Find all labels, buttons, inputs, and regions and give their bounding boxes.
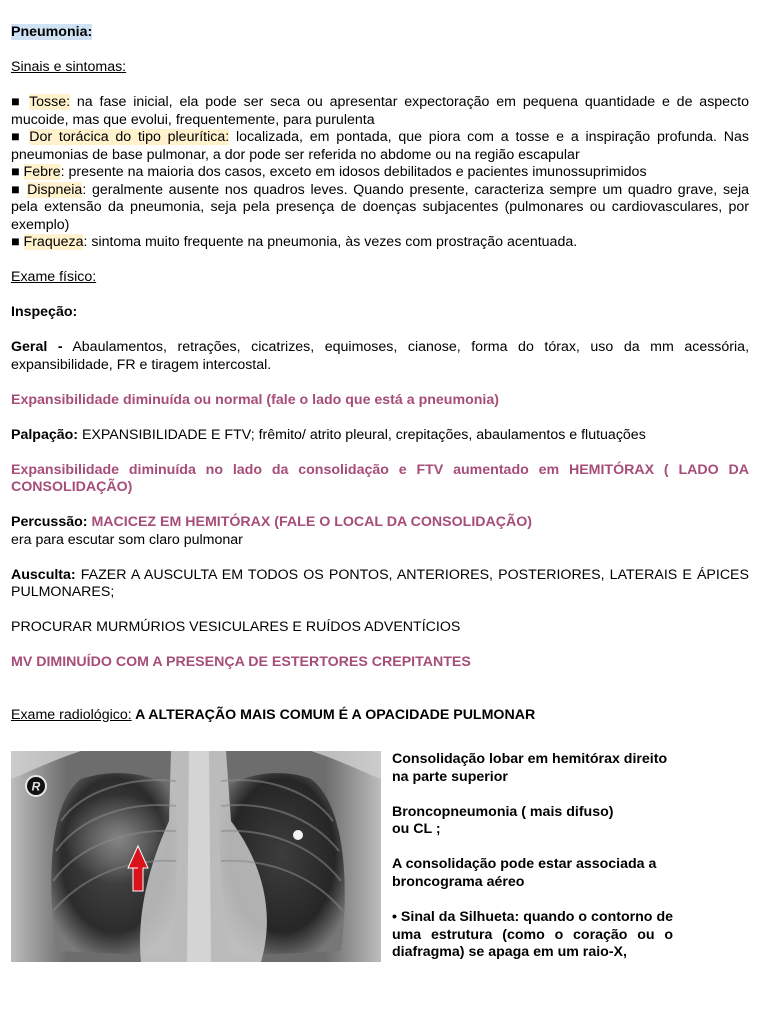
page-title [11, 24, 749, 42]
general-label: Geral - [11, 339, 63, 355]
document-body [11, 24, 749, 724]
marker-r-icon [26, 776, 46, 796]
symptom-term: Dor torácica do tipo pleurítica: [29, 129, 230, 145]
percussion-label: Percussão: [11, 514, 88, 530]
radiology-text: A ALTERAÇÃO MAIS COMUM É A OPACIDADE PULMONAR [131, 706, 536, 723]
palpation-text: EXPANSIBILIDADE E FTV; frêmito/ atrito pleural, crepitações, abaulamentos e flutuações [78, 426, 646, 443]
symptom-term: Tosse: [29, 94, 71, 110]
general-text: Abaulamentos, retrações, cicatrizes, equimoses, cianose, forma do tórax, uso da mm acessória, expansibilidade, FR e tiragem intercostal. [11, 339, 750, 373]
symptom-term: Dispneia [27, 181, 83, 198]
title-text: Pneumonia: [11, 24, 93, 40]
palpation-note: Expansibilidade diminuída no lado da consolidação e FTV aumentado em HEMITÓRAX ( LADO DA CONSOLIDAÇÃO) [11, 461, 749, 495]
auscultation-text: FAZER A AUSCULTA EM TODOS OS PONTOS, ANTERIORES, POSTERIORES, LATERAIS E ÁPICES PULMONARES; [11, 566, 749, 600]
radiology-paragraph [11, 707, 749, 725]
radiology-side-notes [392, 751, 673, 962]
murmur-note: MV DIMINUÍDO COM A PRESENÇA DE ESTERTORES CREPITANTES [11, 654, 471, 670]
exam-heading: Exame físico: [11, 269, 97, 285]
bullet-icon: ■ [11, 129, 23, 145]
side-note-broncho: Broncopneumonia ( mais difuso) [392, 803, 614, 820]
bullet-icon: ■ [11, 181, 22, 198]
symptom-text: : geralmente ausente nos quadros leves. Quando presente, caracteriza sempre um quadro grave, seja pela extensão da pneumonia, seja pela presença de doenças subjacentes (pulmonares ou cardiovasculares, por exemplo) [11, 181, 749, 233]
symptom-term: Fraqueza [23, 234, 84, 250]
radiology-label: Exame radiológico: [11, 706, 132, 723]
symptom-item [11, 94, 749, 129]
symptom-term: Febre [23, 164, 61, 180]
radiology-figure-row [11, 751, 749, 963]
symptom-item [11, 182, 749, 235]
symptom-item [11, 164, 749, 182]
symptom-text: localizada, em pontada, que piora com a tosse e a inspiração profunda. Nas pneumonias de base pulmonar, a dor pode ser referida no abdome ou na região escapular [11, 129, 749, 163]
palpation-paragraph [11, 427, 749, 445]
inspection-note: Expansibilidade diminuída ou normal (fale o lado que está a pneumonia) [11, 391, 499, 408]
percussion-paragraph [11, 514, 749, 532]
bullet-icon: ■ [11, 234, 20, 250]
side-note-silhueta: • Sinal da Silhueta: quando o contorno de uma estrutura (como o coração ou o diafragma) se apaga em um raio-X, [392, 909, 673, 961]
symptom-item [11, 129, 749, 164]
murmur-text: PROCURAR MURMÚRIOS VESICULARES E RUÍDOS ADVENTÍCIOS [11, 619, 461, 635]
bullet-icon: ■ [11, 164, 20, 180]
symptom-text: : presente na maioria dos casos, exceto em idosos debilitados e pacientes imunossuprimidos [60, 164, 647, 180]
symptom-list [11, 94, 749, 252]
marker-r-label: R [31, 779, 41, 794]
symptom-text: na fase inicial, ela pode ser seca ou apresentar expectoração em pequena quantidade e de aspecto mucoide, mas que evolui, frequentemente, para purulenta [11, 94, 749, 128]
signs-heading: Sinais e sintomas: [11, 59, 127, 75]
symptom-text: : sintoma muito frequente na pneumonia, às vezes com prostração acentuada. [83, 234, 578, 250]
palpation-label: Palpação: [11, 426, 79, 443]
chest-xray-image [11, 751, 381, 962]
percussion-text: era para escutar som claro pulmonar [11, 531, 243, 548]
chest-xray-drawing [11, 751, 381, 962]
inspection-heading: Inspeção: [11, 304, 78, 320]
side-note-cl: ou CL ; [392, 821, 441, 838]
side-note-broncograma: A consolidação pode estar associada a broncograma aéreo [392, 856, 657, 890]
side-note-lobar: Consolidação lobar em hemitórax direito na parte superior [392, 751, 668, 785]
auscultation-paragraph [11, 567, 749, 602]
general-paragraph [11, 339, 749, 374]
percussion-note: MACICEZ EM HEMITÓRAX (FALE O LOCAL DA CONSOLIDAÇÃO) [87, 514, 533, 530]
symptom-item [11, 234, 749, 252]
bullet-icon: ■ [11, 94, 23, 110]
auscultation-label: Ausculta: [11, 566, 76, 583]
